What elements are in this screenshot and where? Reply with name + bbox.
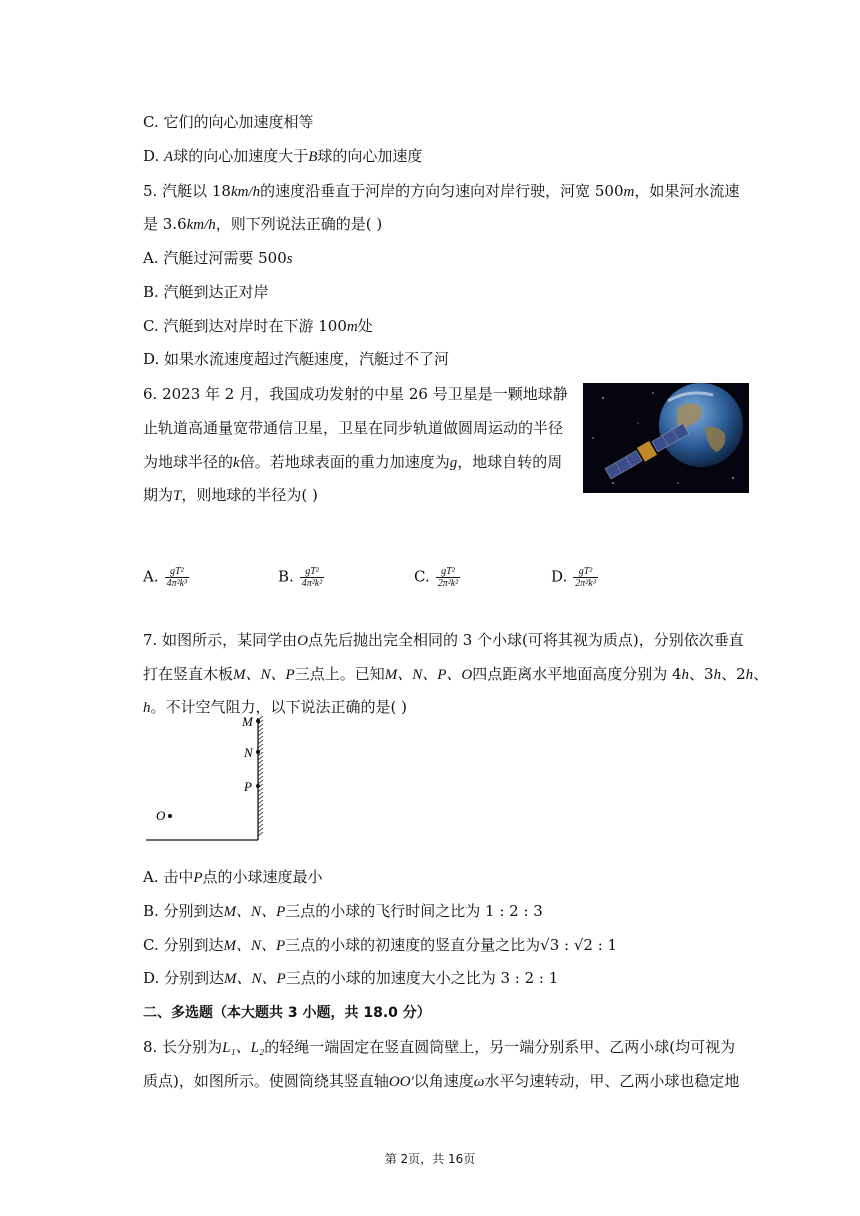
q6-option-b — [278, 566, 324, 589]
hatch-mark — [258, 780, 263, 784]
fraction-denominator: 2π²k² — [437, 578, 459, 589]
fraction-denominator: 4π²k³ — [166, 578, 188, 589]
fraction — [165, 566, 189, 589]
hatch-mark — [258, 800, 263, 804]
q7-option-b: B. 分别到达M、N、P三点的小球的飞行时间之比为 1 : 2 : 3 — [143, 902, 543, 920]
point-o — [168, 814, 172, 818]
hatch-mark — [258, 756, 263, 760]
q7-stem-line1: 7. 如图所示，某同学由O点先后抛出完全相同的 3 个小球(可将其视为质点)，分别依次垂直 — [143, 631, 744, 649]
q5-option-d: D. 如果水流速度超过汽艇速度，汽艇过不了河 — [143, 350, 450, 368]
q5-stem-line1: 5. 汽艇以 18km/h的速度沿垂直于河岸的方向匀速向对岸行驶，河宽 500m，如果河水流速 — [143, 182, 740, 200]
point-m — [256, 719, 260, 723]
q4-option-c: C. 它们的向心加速度相等 — [143, 113, 314, 131]
hatch-mark — [258, 724, 263, 728]
hatch-mark — [258, 816, 263, 820]
q6-stem-line2: 止轨道高通量宽带通信卫星，卫星在同步轨道做圆周运动的半径 — [143, 419, 564, 437]
option-label: B. — [278, 567, 294, 586]
point-p — [256, 784, 260, 788]
hatch-mark — [258, 764, 263, 768]
q5-option-b: B. 汽艇到达正对岸 — [143, 283, 269, 301]
hatch-mark — [258, 812, 263, 816]
board-diagram — [140, 712, 270, 847]
hatch-mark — [258, 760, 263, 764]
q6-stem-line4: 期为T，则地球的半径为( ) — [143, 486, 318, 504]
label-n: N — [244, 745, 253, 760]
q5-stem-line2: 是 3.6km/h，则下列说法正确的是( ) — [143, 215, 383, 233]
hatch-mark — [258, 736, 263, 740]
q6-option-a — [143, 566, 189, 589]
earth-shape — [659, 383, 743, 467]
hatch-mark — [258, 740, 263, 744]
satellite-image — [583, 383, 749, 493]
q7-stem-line2: 打在竖直木板M、N、P三点上。已知M、N、P、O四点距离水平地面高度分别为 4h、3h、2h、 — [143, 665, 769, 683]
hatch-mark — [258, 792, 263, 796]
hatch-mark — [258, 732, 263, 736]
q8-stem-line1: 8. 长分别为L₁、L₂的轻绳一端固定在竖直圆筒壁上，另一端分别系甲、乙两小球(均可视为 — [143, 1038, 736, 1056]
q7-stem-line3: h。不计空气阻力，以下说法正确的是( ) — [143, 698, 407, 716]
fraction-denominator: 2π²k³ — [575, 578, 596, 589]
hatch-mark — [258, 744, 263, 748]
q6-stem-line1: 6. 2023 年 2 月，我国成功发射的中星 26 号卫星是一颗地球静 — [143, 385, 568, 403]
option-label: C. — [414, 567, 430, 586]
q6-option-c — [414, 566, 460, 589]
fraction-numerator: gT² — [165, 566, 189, 578]
fraction — [300, 566, 324, 589]
hatch-mark — [258, 828, 263, 832]
fraction-numerator: gT² — [573, 566, 597, 578]
hatch-mark — [258, 820, 263, 824]
hatch-mark — [258, 768, 263, 772]
satellite-earth-illustration — [583, 383, 749, 493]
label-m: M — [242, 714, 253, 729]
hatch-mark — [258, 832, 263, 836]
hatch-mark — [258, 796, 263, 800]
section-heading-multiple-choice: 二、多选题（本大题共 3 小题，共 18.0 分） — [143, 1005, 431, 1021]
q8-stem-line2: 质点)，如图所示。使圆筒绕其竖直轴OO'以角速度ω水平匀速转动，甲、乙两小球也稳定地 — [143, 1072, 740, 1090]
fraction-numerator: gT² — [300, 566, 324, 578]
q7-figure — [140, 712, 270, 851]
q6-option-d — [551, 566, 598, 589]
board-hatching — [258, 716, 263, 836]
q5-option-c: C. 汽艇到达对岸时在下游 100m处 — [143, 317, 373, 335]
hatch-mark — [258, 728, 263, 732]
q7-option-d: D. 分别到达M、N、P三点的小球的加速度大小之比为 3 : 2 : 1 — [143, 969, 559, 987]
label-o: O — [156, 808, 166, 823]
q7-option-c: C. 分别到达M、N、P三点的小球的初速度的竖直分量之比为√3 : √2 : 1 — [143, 936, 618, 954]
option-label: D. — [551, 567, 568, 586]
point-n — [256, 750, 260, 754]
hatch-mark — [258, 776, 263, 780]
page-footer: 第 2页，共 16页 — [384, 1152, 476, 1166]
fraction — [436, 566, 460, 589]
q7-option-a: A. 击中P点的小球速度最小 — [143, 868, 323, 886]
hatch-mark — [258, 824, 263, 828]
q6-stem-line3: 为地球半径的k倍。若地球表面的重力加速度为g，地球自转的周 — [143, 453, 563, 471]
label-p: P — [244, 779, 252, 794]
hatch-mark — [258, 808, 263, 812]
fraction-numerator: gT² — [436, 566, 460, 578]
hatch-mark — [258, 772, 263, 776]
hatch-mark — [258, 804, 263, 808]
q4-option-d: D. A球的向心加速度大于B球的向心加速度 — [143, 147, 423, 165]
fraction — [573, 566, 597, 589]
hatch-mark — [258, 788, 263, 792]
option-label: A. — [143, 567, 159, 586]
fraction-denominator: 4π²k² — [301, 578, 323, 589]
q5-option-a: A. 汽艇过河需要 500s — [143, 249, 293, 267]
